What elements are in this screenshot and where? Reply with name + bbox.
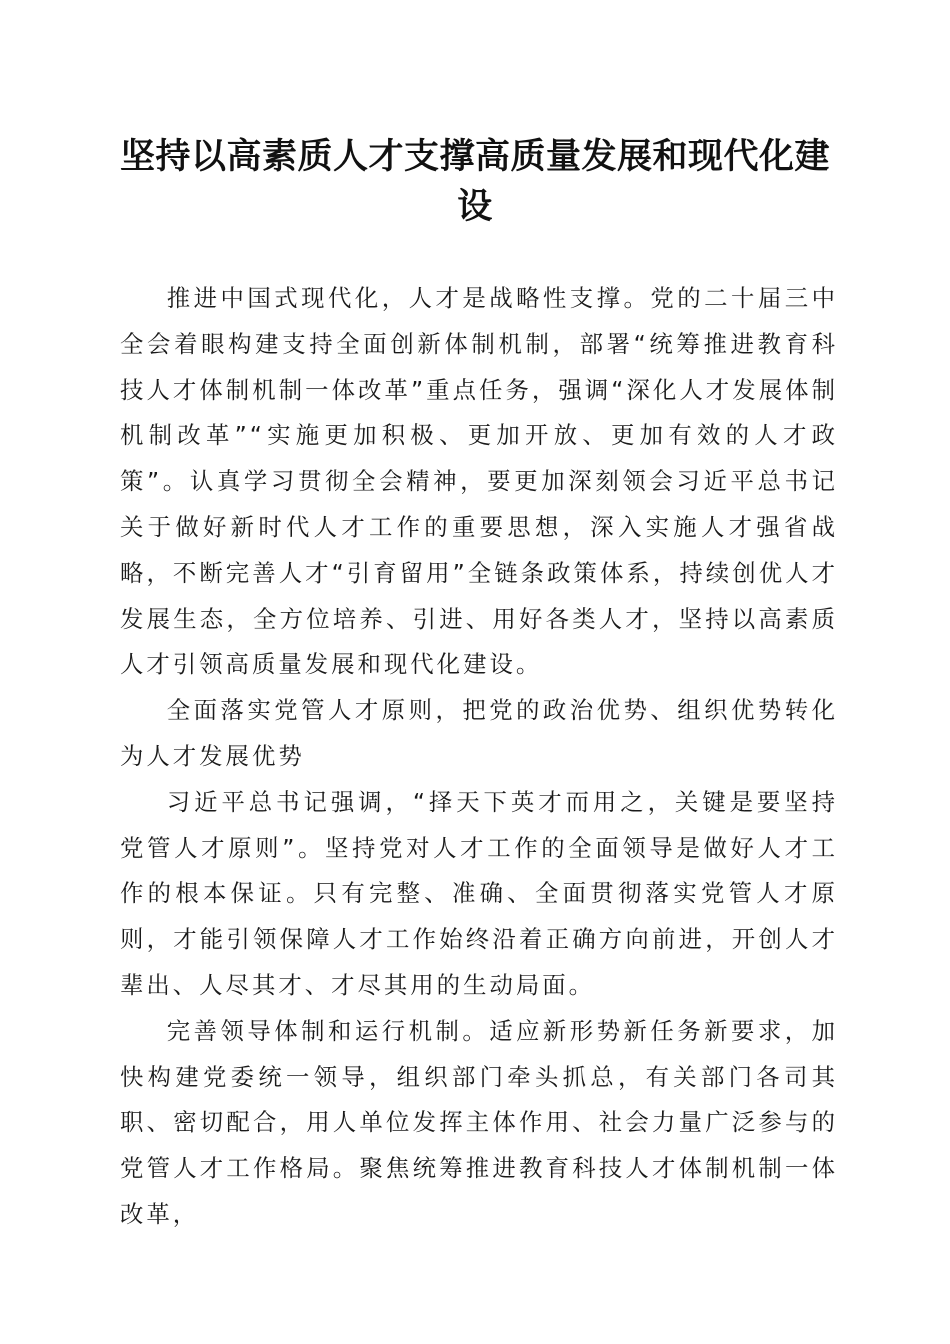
paragraph-intro: 推进中国式现代化，人才是战略性支撑。党的二十届三中全会着眼构建支持全面创新体制机制，部署“统筹推进教育科技人才体制机制一体改革”重点任务，强调“深化人才发展体制机制改革”“实施更加积极、更加开放、更加有效的人才政策”。认真学习贯彻全会精神，要更加深刻领会习近平总书记关于做好新时代人才工作的重要思想，深入实施人才强省战略，不断完善人才“引育留用”全链条政策体系，持续创优人才发展生态，全方位培养、引进、用好各类人才，坚持以高素质人才引领高质量发展和现代化建设。 [120, 284, 838, 679]
document-title: 坚持以高素质人才支撑高质量发展和现代化建设 [119, 136, 830, 227]
paragraph-section-heading: 全面落实党管人才原则，把党的政治优势、组织优势转化为人才发展优势 [120, 696, 838, 770]
document-body [120, 276, 838, 1238]
paragraph-principle: 习近平总书记强调，“择天下英才而用之，关键是要坚持党管人才原则”。坚持党对人才工作的全面领导是做好人才工作的根本保证。只有完整、准确、全面贯彻落实党管人才原则，才能引领保障人才工作始终沿着正确方向前进，开创人才辈出、人尽其才、才尽其用的生动局面。 [120, 787, 838, 999]
paragraph-mechanism: 完善领导体制和运行机制。适应新形势新任务新要求，加快构建党委统一领导，组织部门牵头抓总，有关部门各司其职、密切配合，用人单位发挥主体作用、社会力量广泛参与的党管人才工作格局。聚焦统筹推进教育科技人才体制机制一体改革， [120, 1016, 838, 1228]
